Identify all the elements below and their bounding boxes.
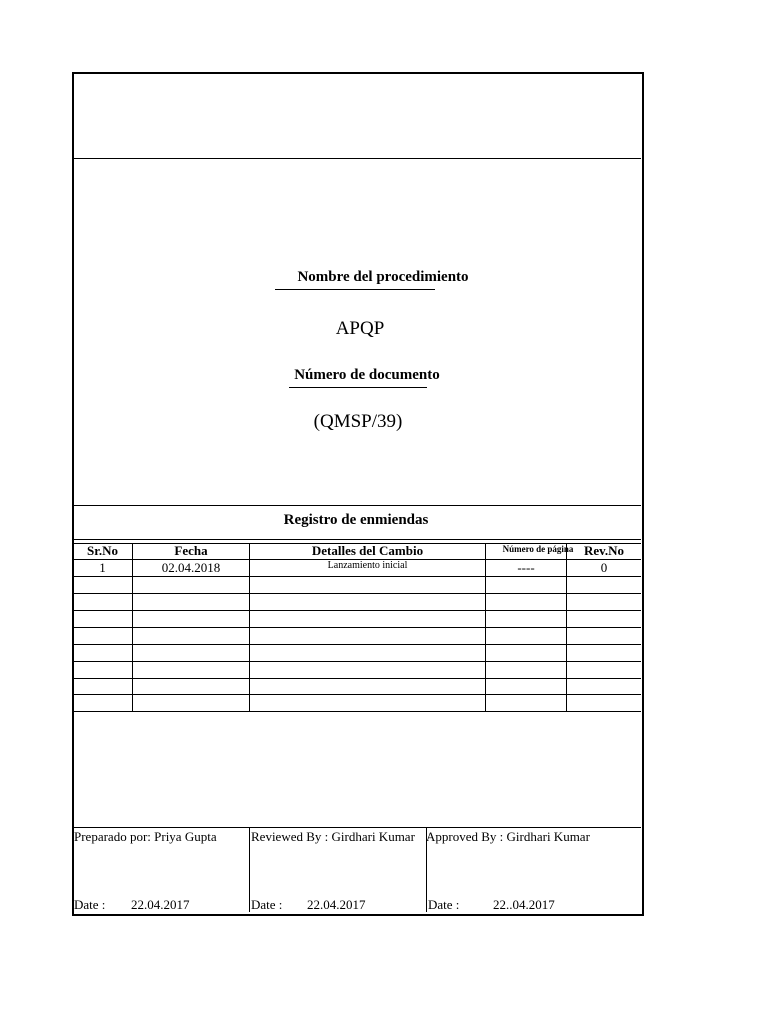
table-line — [73, 711, 641, 712]
amendments-title: Registro de enmiendas — [283, 512, 429, 528]
prepared-date-label: Date : — [74, 897, 106, 912]
document-number-value: (QMSP/39) — [313, 411, 403, 432]
header-srno: Sr.No — [87, 543, 118, 558]
table-line — [73, 610, 641, 611]
prepared-date-value: 22.04.2017 — [131, 897, 190, 912]
reviewed-by: Reviewed By : Girdhari Kumar — [251, 829, 415, 844]
approved-by: Approved By : Girdhari Kumar — [426, 829, 590, 844]
header-detalles: Detalles del Cambio — [311, 543, 424, 558]
table-line — [73, 678, 641, 679]
procedure-name-value: APQP — [335, 318, 385, 339]
table-line — [73, 644, 641, 645]
row-pagina: ---- — [517, 560, 535, 575]
reviewed-date-value: 22.04.2017 — [307, 897, 366, 912]
reviewed-date-label: Date : — [251, 897, 283, 912]
document-number-label: Número de documento — [294, 367, 440, 383]
prepared-by: Preparado por: Priya Gupta — [74, 829, 217, 844]
signoff-col-line — [249, 827, 250, 912]
procedure-name-label: Nombre del procedimiento — [297, 269, 469, 285]
row-srno: 1 — [99, 560, 106, 575]
amendments-top-line — [73, 505, 641, 506]
table-line — [73, 694, 641, 695]
table-line — [73, 593, 641, 594]
table-line — [73, 627, 641, 628]
row-detalles: Lanzamiento inicial — [327, 560, 408, 571]
row-fecha: 02.04.2018 — [161, 560, 221, 575]
document-frame — [72, 72, 644, 916]
header-rev: Rev.No — [583, 543, 625, 558]
table-line — [73, 661, 641, 662]
header-divider — [73, 158, 641, 159]
table-line — [73, 576, 641, 577]
header-fecha: Fecha — [174, 543, 208, 558]
row-rev: 0 — [600, 560, 608, 575]
header-pagina: Número de página — [502, 544, 574, 554]
approved-date-value: 22..04.2017 — [493, 897, 555, 912]
procedure-name-underline — [275, 289, 435, 290]
approved-date-label: Date : — [428, 897, 460, 912]
amendments-title-line — [73, 539, 641, 540]
document-number-underline — [289, 387, 427, 388]
signoff-top-line — [73, 827, 641, 828]
